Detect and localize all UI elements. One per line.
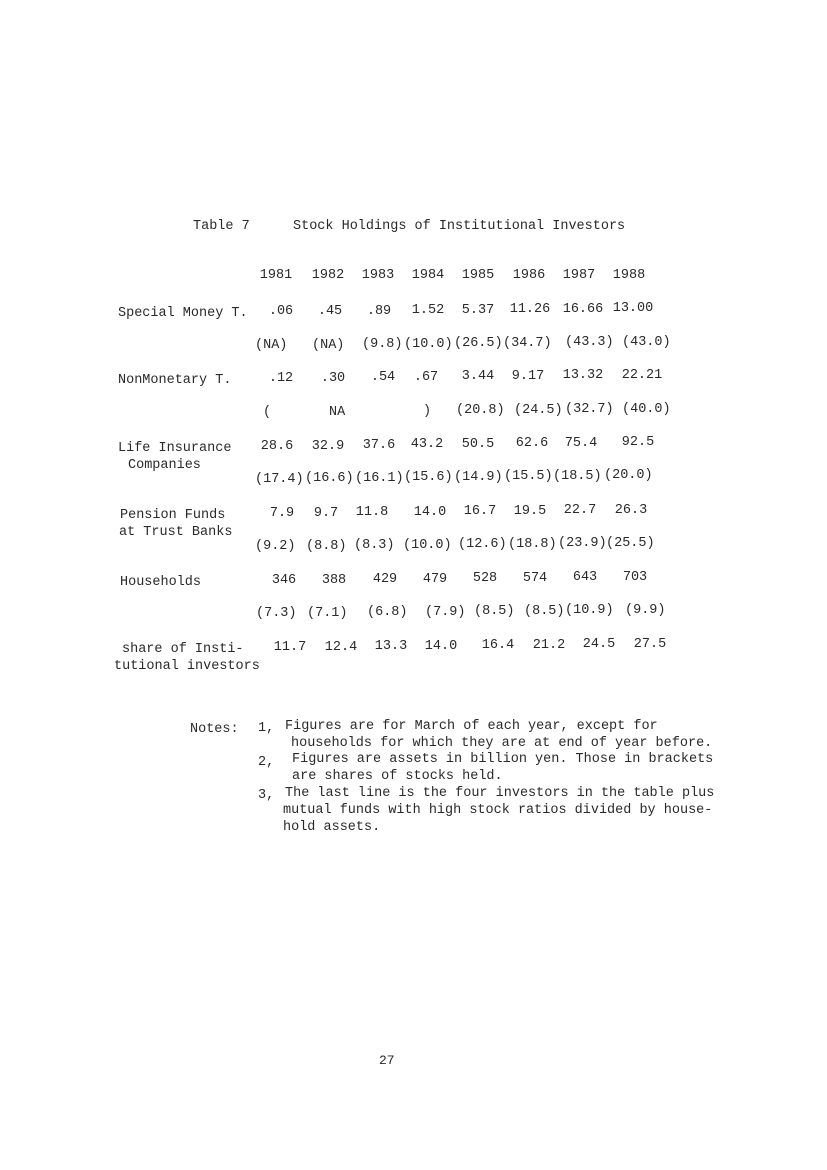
share-cell: (32.7): [565, 402, 614, 417]
value-cell: .30: [320, 371, 346, 386]
note-number: 1,: [258, 721, 275, 736]
value-cell: 62.6: [515, 436, 549, 451]
share-cell: (14.9): [454, 470, 503, 485]
value-cell: 11.26: [509, 302, 551, 317]
share-cell: (25.5): [606, 536, 655, 551]
share-cell: (8.5): [474, 604, 515, 619]
value-cell: 16.66: [562, 302, 604, 317]
value-cell: 24.5: [582, 637, 616, 652]
row-label: tutional investors: [114, 659, 260, 674]
value-cell: 16.4: [481, 638, 515, 653]
value-cell: 21.2: [532, 638, 566, 653]
value-cell: 19.5: [513, 504, 547, 519]
value-cell: 7.9: [269, 506, 295, 521]
share-cell: (7.3): [256, 606, 297, 621]
note-line: households for which they are at end of year before.: [291, 736, 713, 751]
note-line: mutual funds with high stock ratios divided by house-: [283, 803, 713, 818]
note-line: Figures are for March of each year, except for: [285, 719, 658, 734]
value-cell: 11.8: [355, 505, 389, 520]
value-cell: 16.7: [463, 504, 497, 519]
value-cell: 22.7: [563, 503, 597, 518]
share-cell: (43.0): [622, 335, 671, 350]
page-number: 27: [379, 1053, 395, 1068]
value-cell: 13.3: [374, 639, 408, 654]
value-cell: .12: [268, 371, 294, 386]
value-cell: 528: [472, 571, 498, 586]
value-cell: 9.17: [511, 369, 545, 384]
value-cell: 12.4: [324, 640, 358, 655]
note-line: hold assets.: [283, 820, 381, 835]
value-cell: 43.2: [410, 437, 444, 452]
share-cell: (16.6): [305, 471, 354, 486]
value-cell: 1.52: [411, 303, 445, 318]
notes-heading: Notes:: [190, 722, 239, 737]
value-cell: 388: [321, 573, 347, 588]
value-cell: 5.37: [461, 303, 495, 318]
share-cell: (8.3): [354, 538, 395, 553]
value-cell: 14.0: [424, 639, 458, 654]
year-header: 1982: [311, 268, 345, 283]
year-header: 1983: [361, 268, 395, 283]
note-line: The last line is the four investors in the table plus: [285, 786, 715, 801]
value-cell: .54: [370, 370, 396, 385]
value-cell: 14.0: [413, 505, 447, 520]
share-cell: (NA): [255, 338, 288, 353]
share-na-close: ): [423, 404, 432, 419]
value-cell: 643: [572, 570, 598, 585]
share-cell: (20.8): [456, 403, 505, 418]
note-line: Figures are assets in billion yen. Those in brackets: [292, 752, 714, 767]
share-cell: (24.5): [514, 403, 563, 418]
share-cell: (18.8): [508, 537, 557, 552]
share-cell: (7.1): [307, 606, 348, 621]
share-cell: (26.5): [454, 336, 503, 351]
value-cell: 50.5: [461, 437, 495, 452]
value-cell: 346: [271, 573, 297, 588]
value-cell: 92.5: [621, 435, 655, 450]
value-cell: 13.00: [612, 301, 654, 316]
value-cell: 26.3: [614, 503, 648, 518]
share-na-text: NA: [329, 405, 346, 420]
year-header: 1984: [411, 268, 445, 283]
note-number: 3,: [258, 788, 275, 803]
year-header: 1986: [512, 268, 546, 283]
share-cell: (8.8): [306, 539, 347, 554]
table-title: Stock Holdings of Institutional Investors: [293, 219, 626, 234]
value-cell: 27.5: [633, 637, 667, 652]
share-cell: (10.9): [565, 603, 614, 618]
row-label: Life Insurance: [118, 441, 232, 456]
share-cell: (9.8): [362, 337, 403, 352]
note-number: 2,: [258, 755, 275, 770]
value-cell: .06: [268, 304, 294, 319]
value-cell: 703: [622, 570, 648, 585]
value-cell: 429: [372, 572, 398, 587]
row-label: at Trust Banks: [119, 525, 233, 540]
note-line: are shares of stocks held.: [292, 769, 503, 784]
share-cell: (10.0): [404, 337, 453, 352]
value-cell: 28.6: [260, 439, 294, 454]
share-na-open: (: [263, 405, 272, 420]
row-label: Pension Funds: [120, 508, 226, 523]
value-cell: .45: [317, 304, 343, 319]
value-cell: 22.21: [621, 368, 663, 383]
share-cell: (7.9): [425, 605, 466, 620]
value-cell: .67: [413, 370, 439, 385]
value-cell: 13.32: [562, 368, 604, 383]
share-cell: (43.3): [565, 335, 614, 350]
share-cell: (16.1): [355, 471, 404, 486]
year-header: 1985: [461, 268, 495, 283]
value-cell: .89: [366, 304, 392, 319]
share-cell: (20.0): [604, 468, 653, 483]
share-cell: (10.0): [403, 538, 452, 553]
share-cell: (15.5): [504, 469, 553, 484]
share-cell: (17.4): [255, 472, 304, 487]
share-cell: (NA): [312, 338, 345, 353]
value-cell: 3.44: [461, 369, 495, 384]
share-cell: (34.7): [503, 336, 552, 351]
share-cell: (40.0): [622, 402, 671, 417]
row-label: share of Insti-: [122, 642, 244, 657]
value-cell: 75.4: [564, 436, 598, 451]
year-header: 1981: [259, 268, 293, 283]
share-cell: (15.6): [404, 470, 453, 485]
year-header: 1987: [562, 268, 596, 283]
share-cell: (9.2): [255, 539, 296, 554]
value-cell: 11.7: [273, 640, 307, 655]
value-cell: 9.7: [313, 506, 339, 521]
value-cell: 479: [422, 572, 448, 587]
value-cell: 37.6: [362, 438, 396, 453]
table-number: Table 7: [193, 219, 250, 234]
value-cell: 574: [522, 571, 548, 586]
row-label: Households: [120, 575, 202, 590]
row-label: NonMonetary T.: [118, 373, 232, 388]
share-cell: (9.9): [625, 603, 666, 618]
year-header: 1988: [612, 268, 646, 283]
value-cell: 32.9: [311, 439, 345, 454]
share-cell: (8.5): [524, 604, 565, 619]
row-label: Companies: [128, 458, 201, 473]
share-cell: (6.8): [367, 605, 408, 620]
share-cell: (12.6): [458, 537, 507, 552]
share-cell: (18.5): [553, 469, 602, 484]
row-label: Special Money T.: [118, 306, 248, 321]
share-cell: (23.9): [558, 536, 607, 551]
